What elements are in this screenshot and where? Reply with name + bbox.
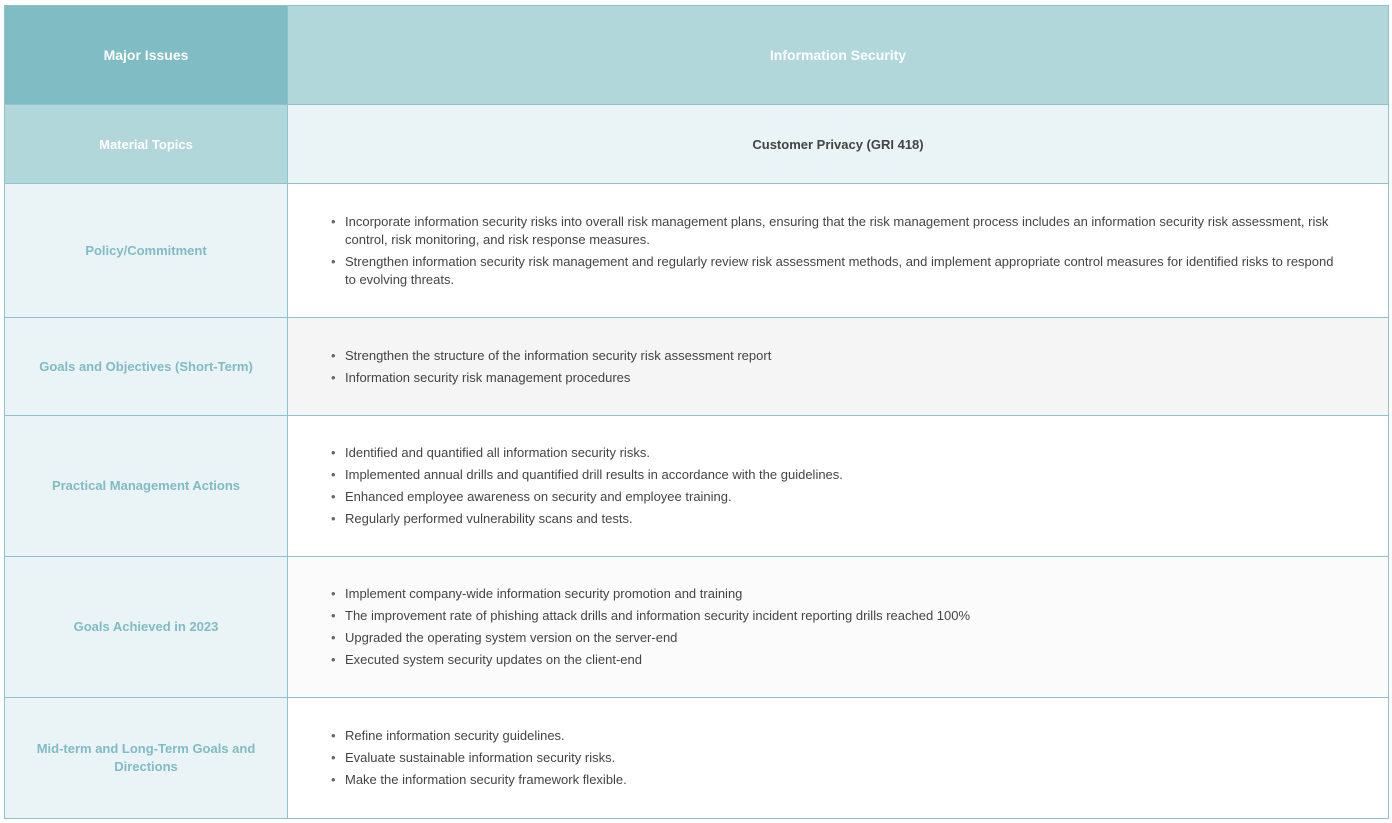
goals-short-term-content (288, 318, 1389, 416)
bullet-icon: • (331, 586, 336, 601)
bullet-list (288, 347, 1388, 387)
list-item (331, 771, 1344, 789)
bullet-list (288, 213, 1388, 289)
list-item (331, 488, 1344, 506)
table-row (5, 416, 1389, 557)
mid-long-term-label: Mid-term and Long-Term Goals and Directions (5, 698, 288, 819)
list-item-text: Make the information security framework flexible. (345, 772, 627, 787)
policy-commitment-content (288, 184, 1389, 318)
bullet-icon: • (331, 652, 336, 667)
bullet-icon: • (331, 772, 336, 787)
table-row (5, 318, 1389, 416)
information-security-table (4, 5, 1389, 819)
list-item (331, 213, 1344, 249)
list-item-text: Strengthen information security risk management and regularly review risk assessment methods, and implement appropriate control measures for identified risks to respond to evolving threats. (345, 253, 1334, 287)
bullet-icon: • (331, 608, 336, 623)
goals-achieved-content (288, 557, 1389, 698)
bullet-list (288, 585, 1388, 669)
bullet-icon: • (331, 445, 336, 460)
material-topics-row (5, 105, 1389, 184)
information-security-header: Information Security (288, 6, 1389, 105)
list-item-text: Implemented annual drills and quantified drill results in accordance with the guidelines. (345, 467, 843, 482)
list-item-text: Strengthen the structure of the information security risk assessment report (345, 347, 772, 363)
bullet-icon: • (331, 467, 336, 482)
bullet-list (288, 444, 1388, 528)
mid-long-term-content (288, 698, 1389, 819)
customer-privacy-topic: Customer Privacy (GRI 418) (288, 105, 1389, 184)
list-item-text: The improvement rate of phishing attack drills and information security incident reporting drills reached 100% (345, 608, 971, 623)
list-item (331, 466, 1344, 484)
table-row (5, 557, 1389, 698)
bullet-icon: • (331, 369, 336, 385)
practical-actions-content (288, 416, 1389, 557)
list-item-text: Incorporate information security risks into overall risk management plans, ensuring that the risk management process includes an information security risk assessment, risk control, risk monitoring, and risk response measures. (345, 213, 1329, 247)
major-issues-header: Major Issues (5, 6, 288, 105)
header-row (5, 6, 1389, 105)
policy-commitment-label: Policy/Commitment (5, 184, 288, 318)
list-item-text: Executed system security updates on the client-end (345, 652, 642, 667)
bullet-icon: • (331, 630, 336, 645)
list-item-text: Refine information security guidelines. (345, 728, 565, 743)
table-row (5, 184, 1389, 318)
list-item (331, 444, 1344, 462)
list-item-text: Identified and quantified all information security risks. (345, 445, 650, 460)
bullet-icon: • (331, 347, 336, 363)
list-item-text: Upgraded the operating system version on the server-end (345, 630, 678, 645)
list-item-text: Evaluate sustainable information security risks. (345, 750, 616, 765)
goals-short-term-label: Goals and Objectives (Short-Term) (5, 318, 288, 416)
practical-actions-label: Practical Management Actions (5, 416, 288, 557)
list-item-text: Information security risk management procedures (345, 369, 631, 385)
bullet-icon: • (331, 511, 336, 526)
list-item-text: Implement company-wide information security promotion and training (345, 586, 743, 601)
list-item (331, 727, 1344, 745)
list-item-text: Regularly performed vulnerability scans and tests. (345, 511, 633, 526)
list-item-text: Enhanced employee awareness on security and employee training. (345, 489, 732, 504)
list-item (331, 510, 1344, 528)
list-item (331, 651, 1344, 669)
bullet-list (288, 727, 1388, 789)
list-item (331, 629, 1344, 647)
bullet-icon: • (331, 253, 336, 269)
bullet-icon: • (331, 750, 336, 765)
bullet-icon: • (331, 489, 336, 504)
list-item (331, 749, 1344, 767)
list-item (331, 607, 1344, 625)
list-item (331, 253, 1344, 289)
bullet-icon: • (331, 728, 336, 743)
goals-achieved-label: Goals Achieved in 2023 (5, 557, 288, 698)
list-item (331, 369, 1344, 387)
bullet-icon: • (331, 213, 336, 229)
table-row (5, 698, 1389, 819)
list-item (331, 585, 1344, 603)
list-item (331, 347, 1344, 365)
material-topics-label: Material Topics (5, 105, 288, 184)
